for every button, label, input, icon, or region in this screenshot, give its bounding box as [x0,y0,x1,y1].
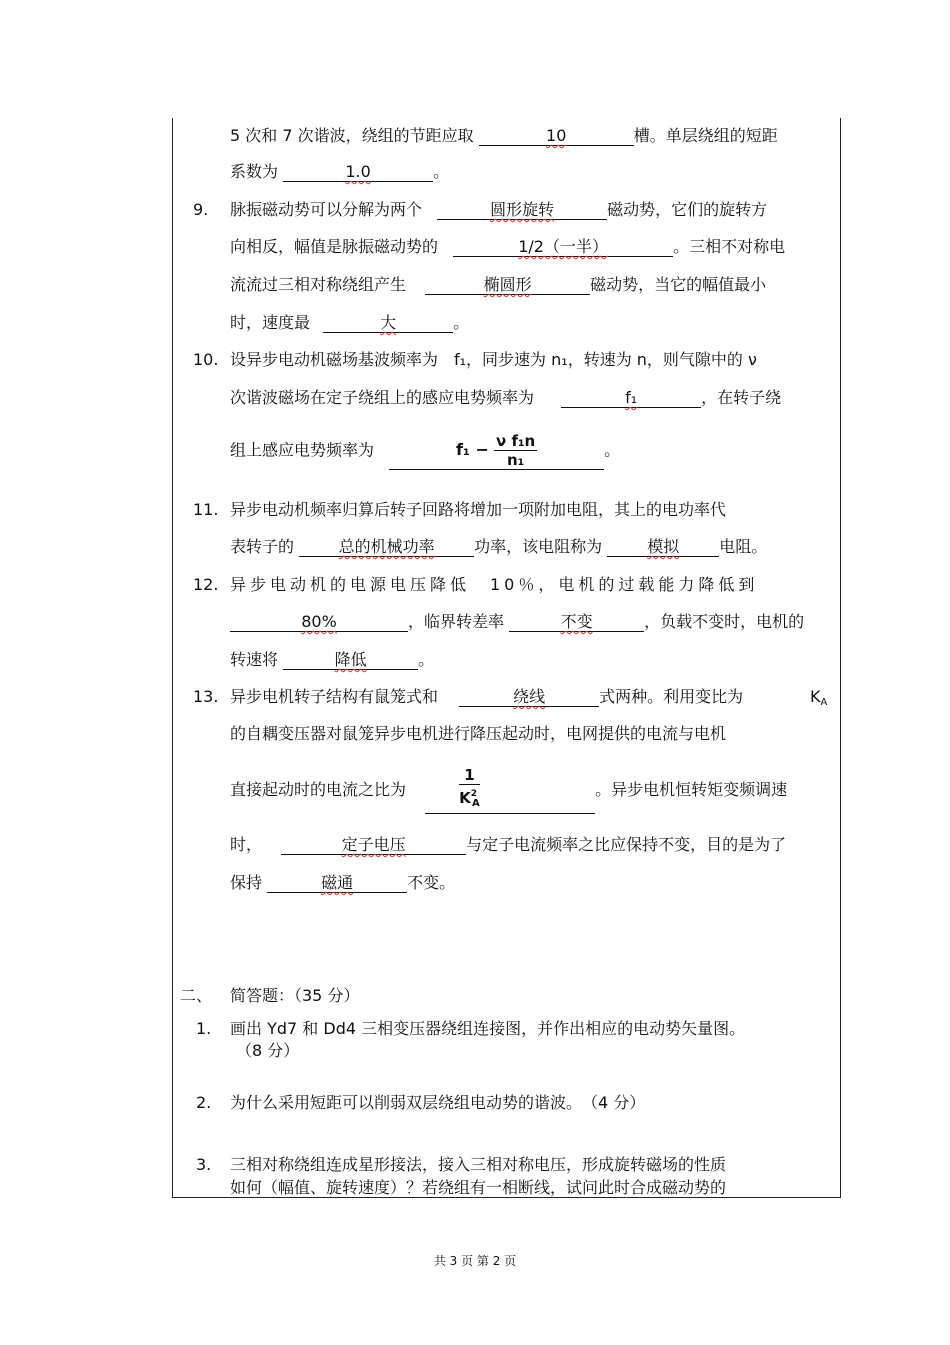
section2-title: 简答题：（35 分） [230,986,360,1005]
s2-item2-text: 为什么采用短距可以削弱双层绕组电动势的谐波。 （4 分） [230,1093,646,1112]
q13-line2: 的自耦变压器对鼠笼异步电机进行降压起动时，电网提供的电流与电机 [230,724,727,743]
q13-line5: 保持 磁通 不变。 [230,873,456,892]
q10-line3: 组上感应电势频率为 f₁ − $\frac{\text{ν f₁n}}{\text{n₁}}$ 。 [230,431,621,469]
s2-item1-number: 1. [196,1019,212,1038]
q9-answer-2: 1/2（一半） [518,237,608,256]
s2-item3-number: 3. [196,1155,212,1174]
q9-line4: 时，速度最 大 。 [230,313,470,332]
q10-answer-f1: f₁ − [455,439,489,459]
s2-item2-number: 2. [196,1093,212,1112]
q13-line1: 异步电机转子结构有鼠笼式和 绕线 式两种。利用变比为 $K_A$ [230,687,835,707]
s2-item3-text2: 如何（幅值、旋转速度）？若绕组有一相断线，试问此时合成磁动势的 [230,1178,727,1197]
q11-answer-2: 模拟 [647,537,680,556]
s2-item1-points: （8 分） [236,1041,300,1060]
q13-line4: 时， 定子电压 与定子电流频率之比应保持不变，目的是为了 [230,835,787,854]
page-footer: 共 3 页 第 2 页 [433,1254,517,1268]
q8-line2: 系数为 1.0 。 [230,162,450,181]
q12-line3: 转速将 降低 。 [230,650,435,669]
q12-number: 12. [193,575,219,594]
q8-answer-pitch: 10 [546,126,567,145]
q13-number: 13. [193,687,219,706]
q11-line1: 异步电动机频率归算后转子回路将增加一项附加电阻，其上的电功率代 [230,500,727,519]
q13-line3: 直接起动时的电流之比为 $\frac{1}{K^2_A}$ 。异步电机恒转矩变频调速 [230,766,787,810]
q11-number: 11. [193,500,219,519]
q10-number: 10. [193,350,219,369]
q12-answer-2: 不变 [560,612,593,631]
q10-line1: 设异步电动机磁场基波频率为 f₁，同步速为 n₁，转速为 n，则气隙中的 ν [230,350,757,369]
q13-answer-fraction: $\frac{1}{K^2_A}$ [459,766,480,809]
q12-line1: 异步电动机的电源电压降低 10％，电机的过载能力降低到 [230,575,759,594]
q10-answer-fraction: $\frac{\text{ν f₁n}}{\text{n₁}}$ [496,431,536,469]
q8-answer-factor: 1.0 [345,162,371,181]
q13-answer-3: 磁通 [321,873,354,892]
s2-item3-text: 三相对称绕组连成星形接法，接入三相对称电压，形成旋转磁场的性质 [230,1155,727,1174]
q9-line1: 脉振磁动势可以分解为两个 圆形旋转 磁动势，它们的旋转方 [230,200,768,219]
q9-line2: 向相反，幅值是脉振磁动势的 1/2（一半） 。三相不对称电 [230,237,786,256]
q9-line3: 流流过三相对称绕组产生 椭圆形 磁动势，当它的幅值最小 [230,275,767,294]
q10-line2: 次谐波磁场在定子绕组上的感应电势频率为 f₁ ，在转子绕 [230,388,782,407]
q11-line2: 表转子的 总的机械功率 功率，该电阻称为 模拟 电阻。 [230,537,768,556]
q9-number: 9. [193,200,209,219]
q13-answer-2: 定子电压 [341,835,406,854]
q12-line2: 80% ，临界转差率 不变 ，负载不变时，电机的 [230,612,804,632]
q8-line1: 5 次和 7 次谐波，绕组的节距应取 10 槽。单层绕组的短距 [230,126,778,145]
s2-item1-text: 画出 Yd7 和 Dd4 三相变压器绕组连接图，并作出相应的电动势矢量图。 [230,1019,746,1038]
q9-answer-4: 大 [380,313,397,332]
q11-answer-1: 总的机械功率 [338,537,435,556]
q12-answer-1: 80% [301,612,337,631]
q10-answer-1: f₁ [625,388,638,407]
q13-ka: $K_A$ [810,687,828,708]
q12-answer-3: 降低 [334,650,367,669]
section2-label: 二、 [180,986,213,1005]
q9-answer-3: 椭圆形 [483,275,532,294]
q9-answer-1: 圆形旋转 [490,200,555,219]
q13-answer-1: 绕线 [513,687,546,706]
